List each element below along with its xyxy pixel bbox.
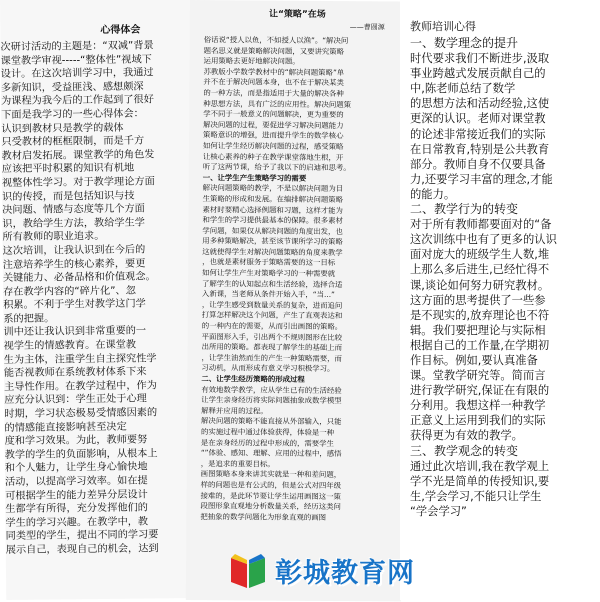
middle-page-line: 如何让学生产生对策略学习的一种需要就 (202, 268, 336, 279)
right-page-line: 在日常教育,特别是公共教育 (410, 142, 550, 156)
right-page-line: 更深的认识。老师对课堂教 (410, 112, 546, 126)
left-page-line: 课堂教学审视-----“整体性”视域下 (0, 54, 152, 67)
middle-page-line: 俗话说“授人以鱼，不如授人以渔”。“解决问 (203, 35, 349, 46)
book-logo-icon (225, 550, 271, 590)
left-page-line: 生为主体，注重学生自主探究性学 (3, 353, 157, 366)
right-page-line: 作目标。例如,要认真准备 (410, 353, 538, 367)
right-page-line: 的思想方法和活动经验,这使 (410, 97, 550, 111)
right-page-line: 分利用。我想这样一种教学 (410, 399, 546, 413)
right-page-line: 上那么多后进生,已经忙得不 (410, 263, 550, 277)
middle-page-body (186, 35, 404, 524)
right-page-line: 生,学会学习,不能只让学生 (410, 489, 542, 503)
middle-page-line: 学不同于一般意义的问题解决，更为重要的 (203, 109, 344, 120)
middle-page-line: 接难的，是此环节要让学生运用画图这一策 (200, 490, 342, 501)
middle-page-line: 让学生亲身经历将实际问题抽象成数学模型 (201, 395, 342, 406)
right-page-line: 课,谈论如何努力研究教材。 (410, 278, 550, 292)
left-page-line: 能否视教师在系统教材体系下来 (3, 366, 147, 380)
middle-page-line: 并不在于解决问题本身，也不在于解决某类 (203, 77, 344, 88)
left-page-line: 度和学习效果。为此，教师要努 (4, 434, 148, 448)
middle-page-line: 解决问题的过程，要促进学习解决问题能力 (203, 119, 344, 130)
right-page-line: 对于所有教师都要面对的“备 (410, 218, 552, 232)
site-watermark (225, 548, 455, 592)
middle-page-line: 题名思义就是策略解决问题，又要讲究策略 (203, 45, 345, 56)
right-page-line: 事业跨越式发展贡献自己的 (410, 67, 546, 81)
left-page-line: 展示自己，表现自己的机会，达到 (5, 543, 159, 556)
middle-page-line: 素材时要精心选择例题和习题，这样才能为 (202, 204, 344, 215)
middle-page-line: 的实施过程中通过体验获得，体验是一种 (200, 427, 335, 437)
right-page-line: 学不光是简单的传授知识,要 (410, 474, 550, 488)
middle-page-line: 如何让学生经历解决问题的过程，感受策略 (202, 141, 344, 152)
left-page-line: 多新知识，受益匪浅、感想颇深 (0, 81, 144, 94)
middle-page-subheading: 二、让学生经历策略的形成过程 (201, 374, 305, 384)
left-page-line: 系的把握。 (3, 313, 55, 325)
middle-page-line: 的一种内在的需要，从而引出画图的策略。 (201, 321, 343, 332)
middle-page-line: ，是追求的重要目标。 (200, 458, 275, 469)
middle-page-line: 学问题，如果仅从解决问题的角度出发，也 (202, 225, 343, 236)
left-page-line: 可根据学生的能力差异分层设计 (5, 489, 148, 502)
middle-page-line: 平面图形入手，引出两个不规则图形在比较 (201, 331, 343, 342)
left-page-line: 视学生的情感教育。在课堂教 (3, 339, 137, 353)
left-document-page (0, 0, 216, 600)
left-page-line: 应该把平时积累的知识有机地 (1, 162, 135, 176)
right-page-line: “学会学习” (410, 504, 467, 518)
right-page-line: 进行教学研究,保证在有限的 (410, 384, 550, 398)
left-page-line: 下面是我学习的一些心得体会： (1, 108, 144, 121)
left-page-line: 视整体性学习。对于教学理论方面 (1, 176, 155, 189)
left-page-line: 存在教学内容的“碎片化”、忽 (3, 285, 136, 298)
right-page-line: 的论述非常接近我们的实际 (410, 127, 546, 141)
middle-page-line: 出所用的策略。都表现了解学生的基础上而 (201, 342, 343, 353)
left-page-line: 决问题、情感与态度等几个方面 (2, 203, 145, 217)
right-page-section-heading: 二、教学行为的转变 (410, 202, 519, 217)
middle-page-line: ，让学生油然而生的产生一种策略需要，而 (201, 352, 342, 363)
middle-page-line: 策略意识的增强，进而提升学生的数学核心 (203, 130, 344, 141)
watermark-text: 彰城教育网 (275, 557, 415, 589)
left-page-body (0, 39, 215, 558)
middle-page-title: 让“策略”在场 (268, 9, 326, 20)
middle-page-line: 解释并应用的过程。 (201, 405, 268, 416)
middle-page-line: 样的问题也是有公式的，但是公式对四年级 (200, 480, 342, 491)
middle-page-line: 运用策略去更好地解决问题。 (203, 56, 300, 66)
right-page-line: 力,还要学习丰富的理念,才能 (410, 172, 553, 186)
middle-page-line: 和学生的学习提供最基本的保障。很多素材 (202, 215, 343, 226)
middle-page-line: 是在亲身经历的过程中形成的，需要学生 (200, 437, 334, 448)
right-page-body (400, 36, 600, 519)
middle-document-page (186, 0, 405, 601)
right-document-page (400, 0, 600, 600)
left-page-line: 积累。不利于学生对教学这门学 (3, 298, 146, 312)
middle-page-line: ，让学生感受到数量关系的复杂，进而追问 (201, 299, 343, 310)
right-page-line: 通过此次培训,我在教学观上 (410, 459, 550, 473)
left-page-line: 同类型的学生，提出不同的学习要 (5, 529, 159, 543)
left-page-line: 时期，学习状态极易受情感因素的 (4, 407, 158, 421)
middle-page-line: 解决问题的策略不能直接从外部输入，只能 (201, 416, 342, 427)
middle-page-line: 打算怎样解决这个问题，产生了直观表达和 (201, 310, 343, 321)
left-page-line: 为课程为我今后的工作起到了很好 (1, 94, 154, 108)
left-page-line: 这次培训，让我认识到在今后的 (2, 244, 146, 257)
right-page-section-heading: 一、数学理念的提升 (410, 36, 519, 50)
left-page-line: 识，教给学生方法，教给学生学 (2, 217, 146, 230)
middle-page-line: 段图形象直观地分析数量关系，经历这类问 (200, 501, 341, 512)
middle-page-line: 种思想方法，具有广泛的应用性。解决问题策 (203, 98, 352, 109)
left-page-line: 活动，以提高学习效率。如在提 (4, 475, 148, 488)
middle-page-line: 了解学生的认知起点和生活经验，选择合适 (201, 278, 343, 289)
left-page-line: 次研讨活动的主题是：“双减”背景 (0, 40, 154, 53)
right-page-line: 课。堂教学研究等。简而言 (410, 369, 546, 383)
left-page-line: 和个人魅力，让学生身心愉快地 (4, 461, 148, 475)
right-page-line: 这方面的思考提供了一些参 (410, 293, 546, 307)
right-page-line: 面对庞大的班级学生人数,堆 (410, 248, 550, 262)
left-page-line: 学生的学习兴趣。在教学中，教 (5, 516, 149, 529)
left-page-line: 设计。在这次培训学习中，我通过 (0, 67, 154, 81)
left-page-line: 主导性作用。在教学过程中，作为 (3, 380, 157, 393)
middle-page-line: 生策略的形成和发展。在编排解决问题策略 (202, 193, 344, 204)
right-page-line: 辑。我们要把理论与实际相 (410, 323, 546, 337)
left-page-title: 心得体会 (100, 24, 141, 36)
right-page-line: 中,陈老师总结了数学 (410, 82, 516, 96)
left-page-line: 认识到教材只是教学的载体 (1, 122, 124, 135)
middle-page-subheading: 一、让学生产生策略学习的需要 (202, 172, 307, 183)
right-page-title: 教师培训心得 (410, 20, 476, 33)
middle-page-line: ，也就是素材服务于策略需要的这一目标 (202, 257, 336, 268)
left-page-line: 识的传授，而是包括知识与技 (2, 190, 135, 203)
left-page-line: 教材启发拓展。课堂教学的角色发 (1, 149, 155, 162)
left-page-line: 教学的学生的负面影响，从根本上 (4, 448, 158, 461)
right-page-line: 根据自己的工作量,在学期初 (410, 338, 550, 352)
right-page-line: 时代要求我们不断进步,汲取 (410, 52, 550, 66)
middle-page-line: 把抽象的数学问题化为形象直观的画图 (200, 511, 327, 522)
middle-page-line: 有效地数学教学，应从学生已有的生活经验 (201, 384, 342, 395)
middle-page-author: ——曹圆源 (349, 23, 385, 32)
left-page-line: 训中还让我认识到非常重要的一 (3, 325, 147, 339)
left-page-line: 生都学有所得，充分发挥他们的 (5, 502, 149, 516)
middle-page-line: 这就使得学生对解决问题策略的角度来教学 (202, 246, 343, 257)
right-page-line: 获得更为有效的教学。 (410, 429, 523, 443)
middle-page-line: 画图策略本身来讲其实就是一种和差问题， (200, 469, 342, 480)
left-page-line: 注意培养学生的核心素养，要更 (2, 257, 146, 271)
middle-page-line: 的一种方法，而是指适用于大量的解决各种 (203, 88, 344, 99)
middle-page-line: “”体验、感知、理解、应用的过程中，感悟 (200, 448, 342, 459)
middle-page-line: 习动机，从而形成有意义学习积极学习。 (201, 363, 335, 374)
left-page-line: 的情感能直接影响甚至决定 (4, 421, 127, 434)
left-page-line: 只受教材的框框限制，而是千方 (1, 135, 145, 149)
right-page-line: 是不现实的,放弃理论也不符 (410, 308, 550, 322)
middle-page-line: 听了这两节课，给予了我以下的启迪和思考。 (202, 162, 351, 173)
right-page-line: 这次训练中也有了更多的认识 (410, 233, 557, 247)
middle-page-line: 用多种策略解决，甚至该节课所学习的策略 (202, 236, 343, 247)
middle-page-line: 解决问题策略的教学，不是以解决问题为目 (202, 183, 344, 194)
middle-page-line: 让核心素养的种子在教学课堂落地生根，开 (202, 151, 344, 162)
left-page-line: 关键能力、必备品格和价值观念。 (2, 271, 156, 285)
middle-page-line: 入新课，当老师从条件开始入手，“当...” (201, 289, 335, 300)
right-page-line: 部分。教师自身不仅要具备 (410, 157, 546, 171)
left-page-line: 所有教师的职业追求。 (2, 231, 105, 244)
left-page-line: 应充分认识到：学生正处于心理 (4, 393, 147, 407)
right-page-section-heading: 三、教学观念的转变 (410, 443, 519, 458)
right-page-line: 的能力。 (410, 187, 456, 201)
right-page-line: 正意义上运用到我们的实际 (410, 414, 546, 428)
middle-page-line: 苏教版小学数学教材中的“解决问题策略”单 (203, 66, 345, 77)
